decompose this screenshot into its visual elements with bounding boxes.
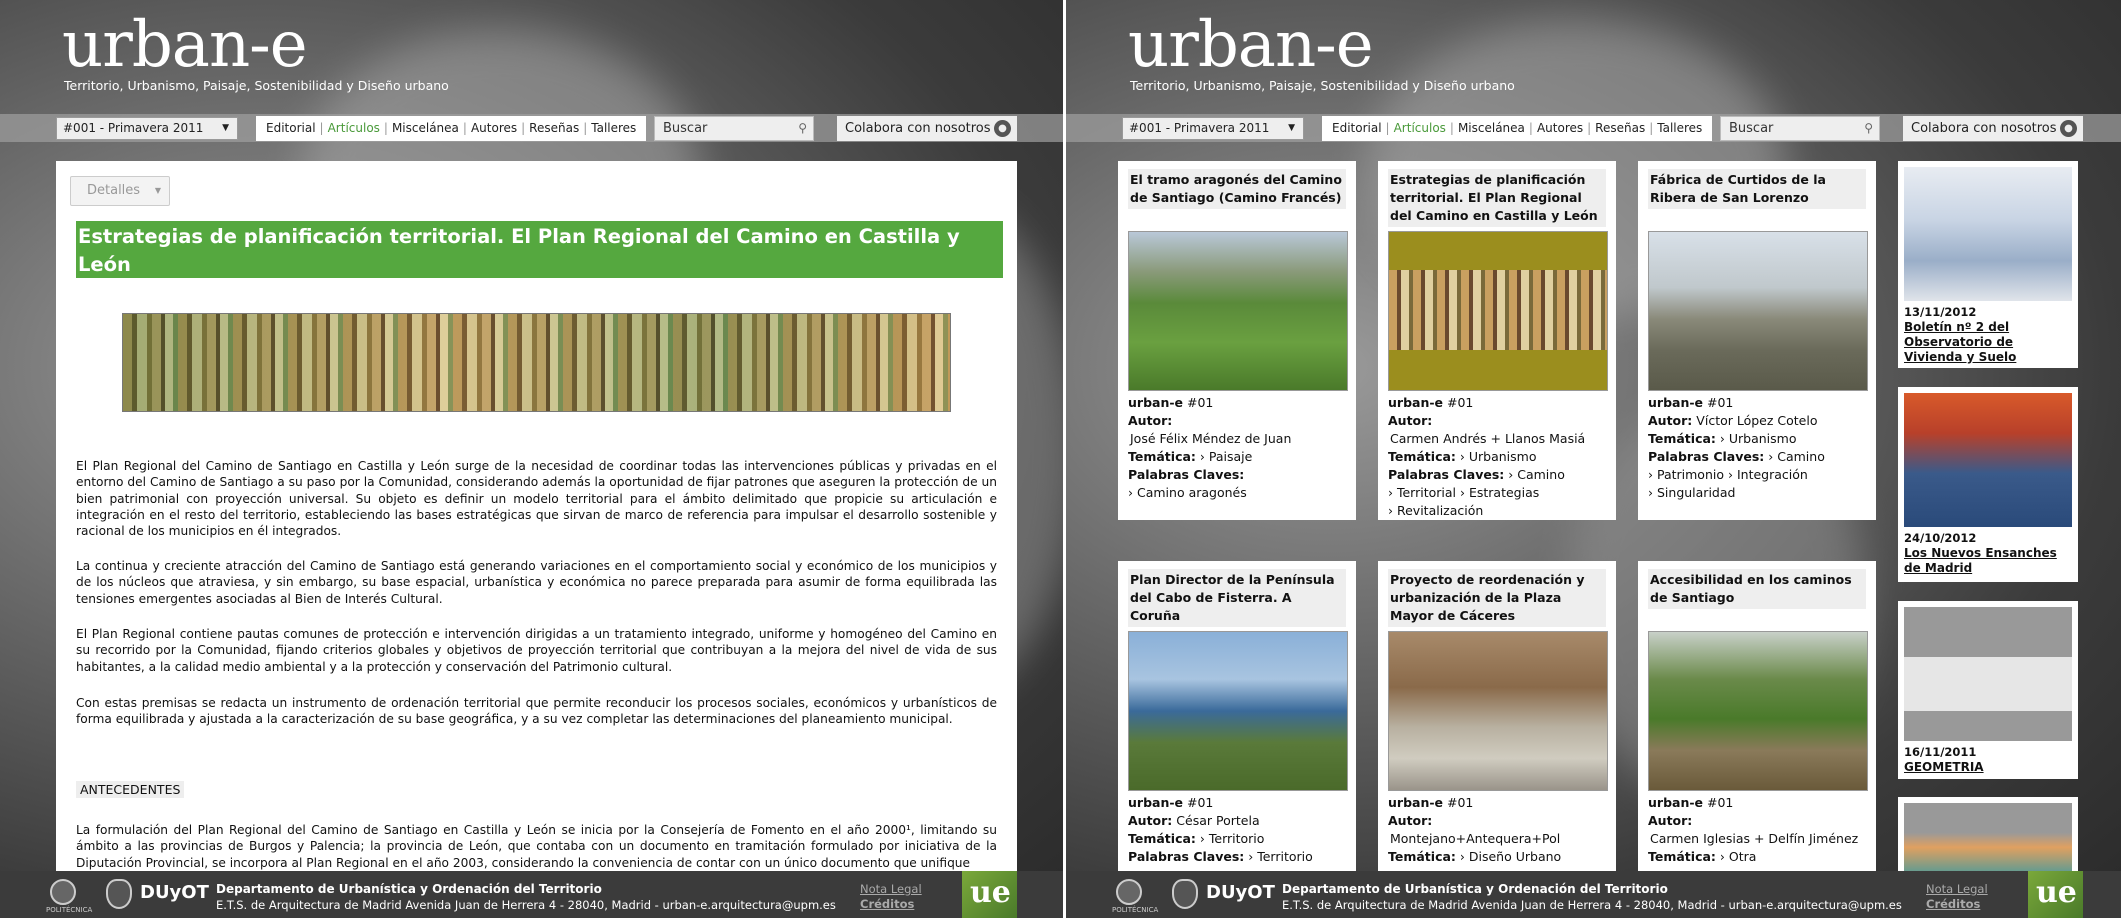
card-meta: urban-e #01 Autor: Víctor López Cotelo Temática: › Urbanismo Palabras Claves: › Camino › Patrimonio › Integración › Singularidad <box>1648 395 1825 500</box>
article-content <box>56 161 1017 871</box>
card-keyword[interactable]: Singularidad <box>1656 485 1736 500</box>
issue-label: urban-e <box>1388 395 1444 410</box>
colabora-label: Colabora con nosotros <box>845 121 991 136</box>
autor-label: Autor: <box>1648 413 1693 428</box>
search-input[interactable] <box>1720 116 1880 141</box>
sidebar-news-item[interactable] <box>1898 601 2078 779</box>
duyot-logo: DUyOT <box>140 882 209 903</box>
upm-label: POLITÉCNICA <box>46 906 93 914</box>
palabras-label: Palabras Claves: <box>1128 849 1245 864</box>
article-paragraph: El Plan Regional del Camino de Santiago en Castilla y León surge de la necesidad de coordinar todas las intervenciones públicas y privadas en el entorno del Camino de Santiago a su paso por la Comunidad, considerando además la oportunidad de fijar patrones que aseguren la protección de un bien patrimonial con proyección universal. Su objeto es definir un modelo territorial para el ámbito delimitado que propicie su articulación e integración en el resto del territorio, estableciendo las bases estratégicas que sirvan de marco de referencia para impulsar el desarrollo sostenible y racional de los municipios en él integrados. <box>76 459 997 539</box>
palabras-label: Palabras Claves: <box>1388 467 1505 482</box>
ue-logo[interactable] <box>962 871 1017 918</box>
issue-number: #01 <box>1447 395 1474 410</box>
main-menu <box>1322 116 1712 141</box>
news-thumbnail[interactable] <box>1904 803 2072 877</box>
issue-number: #01 <box>1187 395 1214 410</box>
site-tagline: Territorio, Urbanismo, Paisaje, Sostenibilidad y Diseño urbano <box>1130 78 1515 93</box>
menu-separator: | <box>583 121 588 135</box>
issue-label: urban-e <box>1128 395 1184 410</box>
site-tagline: Territorio, Urbanismo, Paisaje, Sostenibilidad y Diseño urbano <box>64 78 449 93</box>
card-keyword[interactable]: Integración <box>1736 467 1808 482</box>
tematica-label: Temática: <box>1128 831 1196 846</box>
article-card[interactable] <box>1378 161 1616 520</box>
issue-label: urban-e <box>1388 795 1444 810</box>
article-paragraph: La continua y creciente atracción del Camino de Santiago está generando variaciones en el comportamiento social y económico de los municipios y de los núcleos que atraviesa, y sin embargo, su base espacial, urbanística y económica no parece preparada para asumir de forma equilibrada las tensiones emergentes asociadas al Bien de Interés Cultural. <box>76 559 997 606</box>
card-image[interactable] <box>1128 231 1348 391</box>
chevron-down-icon: ▼ <box>1288 123 1295 133</box>
duyot-logo: DUyOT <box>1206 882 1275 903</box>
tematica-label: Temática: <box>1128 449 1196 464</box>
user-icon: ● <box>2060 120 2077 137</box>
autor-label: Autor: <box>1648 813 1693 828</box>
ue-logo-text: ue <box>2036 875 2077 910</box>
menu-separator: | <box>462 121 467 135</box>
card-keyword[interactable]: Camino <box>1777 449 1825 464</box>
card-image[interactable] <box>1128 631 1348 791</box>
menu-separator: | <box>319 121 324 135</box>
footer <box>0 871 1063 918</box>
sidebar-news-item[interactable] <box>1898 161 2078 368</box>
chevron-down-icon: ▼ <box>222 123 229 133</box>
card-author[interactable]: César Portela <box>1176 813 1260 828</box>
ue-logo-text: ue <box>970 875 1011 910</box>
card-title[interactable]: Fábrica de Curtidos de la Ribera de San Lorenzo <box>1648 169 1866 209</box>
issue-select-value: #001 - Primavera 2011 <box>63 121 204 135</box>
footer <box>1066 871 2121 918</box>
menu-separator: | <box>1649 121 1654 135</box>
card-title[interactable]: Plan Director de la Península del Cabo de Fisterra. A Coruña <box>1128 569 1346 627</box>
sidebar-news-item[interactable] <box>1898 387 2078 582</box>
card-image[interactable] <box>1648 231 1868 391</box>
menu-autores[interactable]: Autores <box>470 121 518 135</box>
search-input[interactable] <box>654 116 814 141</box>
article-banner-image <box>122 313 951 412</box>
card-meta: urban-e #01 Autor: César Portela Temática: › Territorio Palabras Claves: › Territorio <box>1128 795 1313 864</box>
card-title[interactable]: Proyecto de reordenación y urbanización de la Plaza Mayor de Cáceres <box>1388 569 1606 627</box>
colabora-label: Colabora con nosotros <box>1911 121 2057 136</box>
issue-select-value: #001 - Primavera 2011 <box>1129 121 1270 135</box>
menu-articulos[interactable]: Artículos <box>327 121 380 135</box>
card-meta: urban-e #01 Autor: Carmen Andrés + Llanos Masiá Temática: › Urbanismo Palabras Claves: › Camino › Territorial › Estrategias › Revitalización <box>1388 394 1610 520</box>
footer-department: Departamento de Urbanística y Ordenación del Territorio <box>216 882 602 896</box>
article-paragraph: El Plan Regional contiene pautas comunes de protección e intervención dirigidas a un tratamiento integrado, uniforme y homogéneo del Camino en su recorrido por la Comunidad, fijando criterios globales y objetivos de proyección territorial que contribuyan a la mejora del nivel de vida de sus habitantes, a la calidad medio ambiental y a la protección y conservación del Patrimonio cultural. <box>76 627 997 674</box>
issue-number: #01 <box>1447 795 1474 810</box>
creditos-link[interactable]: Créditos <box>860 897 915 911</box>
footer-department: Departamento de Urbanística y Ordenación del Territorio <box>1282 882 1668 896</box>
card-author[interactable]: Carmen Iglesias + Delfín Jiménez <box>1650 831 1859 846</box>
banner-thumbnail <box>1389 270 1607 350</box>
news-date: 24/10/2012 <box>1904 531 1977 545</box>
sidebar-news-item[interactable] <box>1898 797 2078 877</box>
card-author[interactable]: Carmen Andrés + Llanos Masiá <box>1390 431 1586 446</box>
colabora-button[interactable] <box>1903 116 2083 141</box>
news-link[interactable]: Los Nuevos Ensanches de Madrid <box>1904 546 2057 575</box>
issue-label: urban-e <box>1648 395 1704 410</box>
palabras-label: Palabras Claves: <box>1128 467 1245 482</box>
issue-number: #01 <box>1707 395 1734 410</box>
palabras-label: Palabras Claves: <box>1648 449 1765 464</box>
menu-separator: | <box>1449 121 1454 135</box>
etsam-shield-icon <box>106 879 132 909</box>
menu-editorial[interactable]: Editorial <box>266 121 316 135</box>
section-heading: ANTECEDENTES <box>76 781 184 798</box>
news-date: 13/11/2012 <box>1904 305 1977 319</box>
issue-label: urban-e <box>1128 795 1184 810</box>
card-tematica[interactable]: Territorio <box>1208 831 1265 846</box>
nota-legal-link[interactable]: Nota Legal <box>1926 882 1988 896</box>
card-keyword[interactable]: Estrategias <box>1468 485 1540 500</box>
menu-autores[interactable]: Autores <box>1536 121 1584 135</box>
news-thumbnail[interactable] <box>1904 393 2072 527</box>
footer-address: E.T.S. de Arquitectura de Madrid Avenida Juan de Herrera 4 - 28040, Madrid - urban-e.arquitectura@upm.es <box>216 898 836 912</box>
card-keyword[interactable]: Revitalización <box>1396 503 1484 518</box>
menu-talleres[interactable]: Talleres <box>591 121 637 135</box>
articles-grid-panel <box>1066 0 2121 918</box>
article-card[interactable] <box>1118 161 1356 520</box>
card-tematica[interactable]: Otra <box>1728 849 1757 864</box>
main-menu <box>256 116 646 141</box>
upm-logo-icon <box>50 879 76 905</box>
details-label: Detalles <box>87 183 141 198</box>
card-meta: urban-e #01 Autor: José Félix Méndez de Juan Temática: › Paisaje Palabras Claves: › Camino aragonés <box>1128 394 1350 502</box>
site-logo[interactable]: urban-e <box>62 8 307 82</box>
search-placeholder: Buscar <box>663 121 708 136</box>
issue-number: #01 <box>1707 795 1734 810</box>
autor-label: Autor: <box>1388 813 1433 828</box>
autor-label: Autor: <box>1128 413 1173 428</box>
card-title[interactable]: El tramo aragonés del Camino de Santiago (Camino Francés) <box>1128 169 1346 209</box>
article-title: Estrategias de planificación territorial. El Plan Regional del Camino en Castilla y León <box>76 221 1003 278</box>
article-card[interactable] <box>1638 561 1876 881</box>
footer-address: E.T.S. de Arquitectura de Madrid Avenida Juan de Herrera 4 - 28040, Madrid - urban-e.arquitectura@upm.es <box>1282 898 1902 912</box>
card-tematica[interactable]: Urbanismo <box>1728 431 1797 446</box>
article-card[interactable] <box>1378 561 1616 881</box>
autor-label: Autor: <box>1388 413 1433 428</box>
autor-label: Autor: <box>1128 813 1173 828</box>
card-tematica[interactable]: Diseño Urbano <box>1468 849 1562 864</box>
menu-talleres[interactable]: Talleres <box>1657 121 1703 135</box>
card-author[interactable]: José Félix Méndez de Juan <box>1130 431 1292 446</box>
card-keyword[interactable]: Camino aragonés <box>1136 485 1247 500</box>
card-meta: urban-e #01 Autor: Carmen Iglesias + Delfín Jiménez Temática: › Otra <box>1648 794 1870 866</box>
menu-miscelanea[interactable]: Miscelánea <box>391 121 459 135</box>
news-thumbnail[interactable] <box>1904 607 2072 741</box>
card-tematica[interactable]: Urbanismo <box>1468 449 1537 464</box>
colabora-button[interactable] <box>837 116 1017 141</box>
menu-resenas[interactable]: Reseñas <box>1595 121 1646 135</box>
menu-articulos[interactable]: Artículos <box>1393 121 1446 135</box>
menu-miscelanea[interactable]: Miscelánea <box>1457 121 1525 135</box>
caret-down-icon: ▼ <box>154 186 161 195</box>
tematica-label: Temática: <box>1388 449 1456 464</box>
menu-resenas[interactable]: Reseñas <box>529 121 580 135</box>
news-link[interactable]: Boletín nº 2 del Observatorio de Vivienda y Suelo <box>1904 320 2017 364</box>
upm-label: POLITÉCNICA <box>1112 906 1159 914</box>
news-date: 16/11/2011 <box>1904 745 1977 759</box>
news-link[interactable]: GEOMETRIA <box>1904 760 1984 774</box>
etsam-shield-icon <box>1172 879 1198 909</box>
tematica-label: Temática: <box>1648 431 1716 446</box>
card-title[interactable]: Estrategias de planificación territorial. El Plan Regional del Camino en Castilla y León <box>1388 169 1606 227</box>
issue-number: #01 <box>1187 795 1214 810</box>
ue-logo[interactable] <box>2028 871 2083 918</box>
card-image[interactable] <box>1648 631 1868 791</box>
card-author[interactable]: Víctor López Cotelo <box>1696 413 1818 428</box>
menu-separator: | <box>1587 121 1592 135</box>
article-card[interactable] <box>1118 561 1356 881</box>
card-keyword[interactable]: Patrimonio <box>1656 467 1725 482</box>
issue-select[interactable] <box>56 117 238 140</box>
search-icon[interactable]: ⚲ <box>798 121 807 135</box>
issue-select[interactable] <box>1122 117 1304 140</box>
article-paragraph: La formulación del Plan Regional del Camino de Santiago en Castilla y León se inicia por la Consejería de Fomento en el año 2000¹, limitando su ámbito a las provincias de Burgos y Palencia; la provincia de León, que contaba con un documento en tramitación formulado por iniciativa de la Diputación Provincial, se incorpora al Plan Regional en el año 2003, considerando la conveniencia de contar con un único documento que unifique <box>76 823 997 870</box>
menu-separator: | <box>1385 121 1390 135</box>
menu-separator: | <box>1528 121 1533 135</box>
site-logo[interactable]: urban-e <box>1128 8 1373 82</box>
menu-editorial[interactable]: Editorial <box>1332 121 1382 135</box>
creditos-link[interactable]: Créditos <box>1926 897 1981 911</box>
card-tematica[interactable]: Paisaje <box>1208 449 1253 464</box>
tematica-label: Temática: <box>1648 849 1716 864</box>
article-card[interactable] <box>1638 161 1876 520</box>
upm-logo-icon <box>1116 879 1142 905</box>
issue-label: urban-e <box>1648 795 1704 810</box>
details-button[interactable] <box>70 176 170 206</box>
nota-legal-link[interactable]: Nota Legal <box>860 882 922 896</box>
card-meta: urban-e #01 Autor: Montejano+Antequera+Pol Temática: › Diseño Urbano <box>1388 794 1610 866</box>
menu-separator: | <box>521 121 526 135</box>
search-placeholder: Buscar <box>1729 121 1774 136</box>
card-keyword[interactable]: Territorial <box>1396 485 1457 500</box>
article-paragraph: Con estas premisas se redacta un instrumento de ordenación territorial que permite reconducir los procesos sociales, económicos y urbanísticos de forma equilibrada y ajustada a la caracterización de su base geográfica, y a su vez completar las determinaciones del planeamiento municipal. <box>76 696 997 727</box>
card-keyword[interactable]: Territorio <box>1257 849 1313 864</box>
card-image[interactable] <box>1388 631 1608 791</box>
user-icon: ● <box>994 120 1011 137</box>
news-thumbnail[interactable] <box>1904 167 2072 301</box>
card-image[interactable] <box>1388 231 1608 391</box>
menu-separator: | <box>383 121 388 135</box>
card-keyword[interactable]: Camino <box>1517 467 1565 482</box>
card-author[interactable]: Montejano+Antequera+Pol <box>1390 831 1561 846</box>
tematica-label: Temática: <box>1388 849 1456 864</box>
search-icon[interactable]: ⚲ <box>1864 121 1873 135</box>
card-title[interactable]: Accesibilidad en los caminos de Santiago <box>1648 569 1866 609</box>
